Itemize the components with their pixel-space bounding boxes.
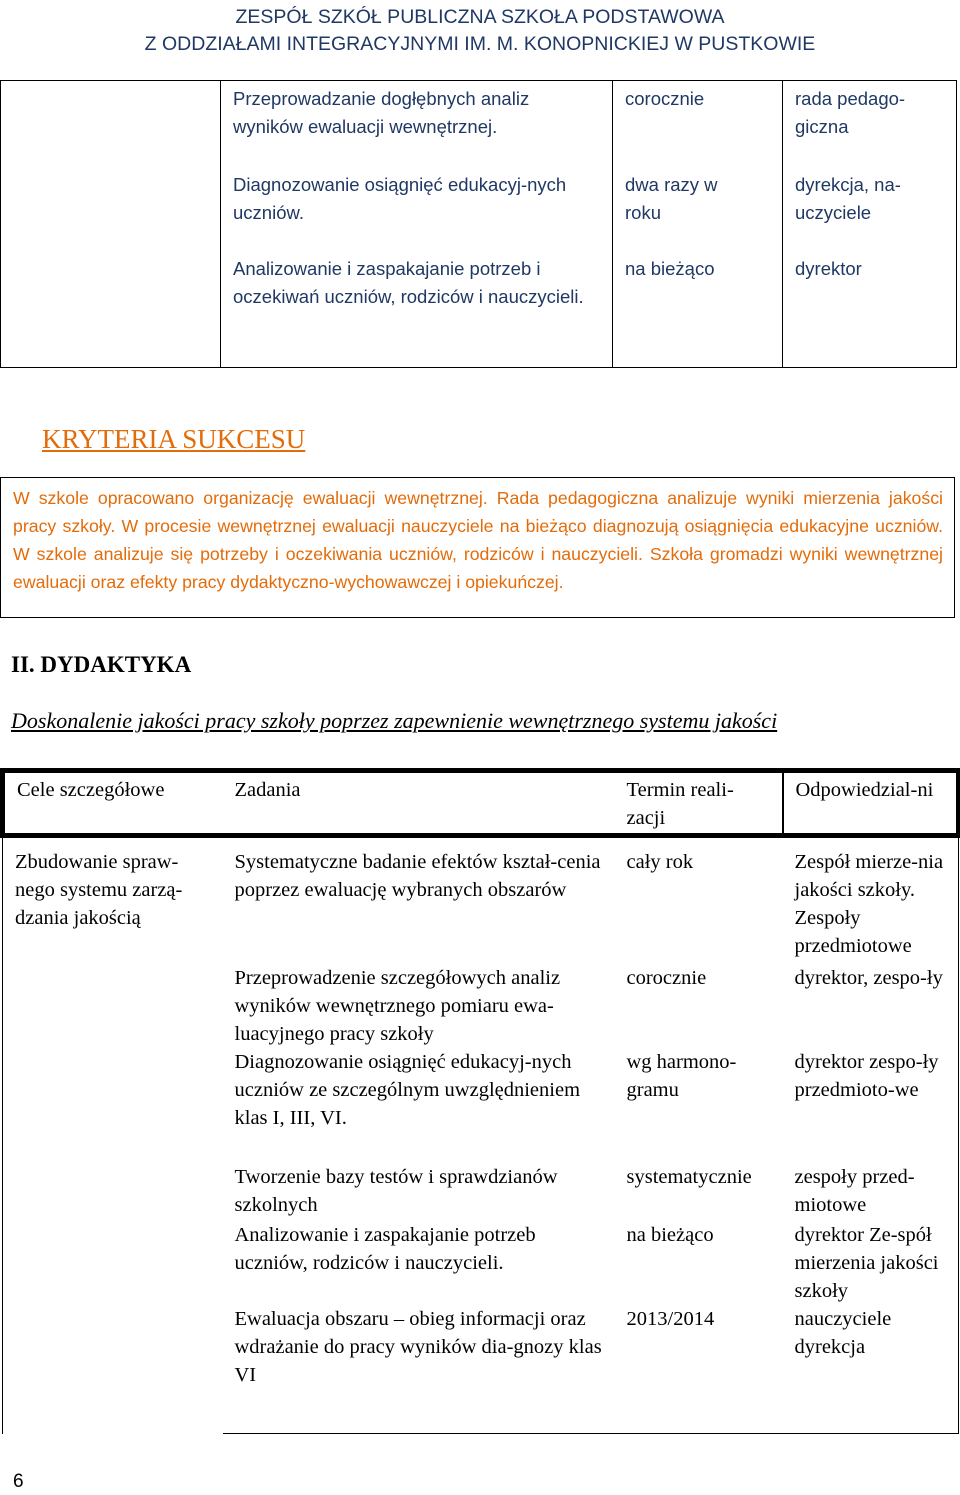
goal-cell: Zbudowanie spraw-nego systemu zarzą-dzania jakością — [3, 836, 223, 1434]
table-header-row — [3, 771, 959, 836]
task-cell: Systematyczne badanie efektów kształ-cenia poprzez ewaluację wybranych obszarów — [234, 851, 601, 901]
task-cell: Tworzenie bazy testów i sprawdzianów szkolnych — [234, 1166, 558, 1216]
task-cell: Przeprowadzenie szczegółowych analiz wyników wewnętrznego pomiaru ewa-luacyjnego pracy szkoły — [234, 967, 561, 1045]
term-cell: na bieżąco — [626, 1224, 714, 1246]
responsible-cell: Zespół mierze-nia jakości szkoły. Zespoły przedmiotowe — [783, 836, 959, 961]
criteria-title: KRYTERIA SUKCESU — [42, 424, 306, 454]
responsible-cell: nauczyciele dyrekcja — [783, 1305, 959, 1434]
term-cell: na bieżąco — [613, 255, 783, 368]
page-number: 6 — [13, 1471, 24, 1492]
responsible-cell: dyrekcja, na-uczyciele — [783, 171, 957, 255]
header-term: Termin reali-zacji — [615, 771, 783, 836]
page-header — [0, 4, 960, 58]
task-cell: Analizowanie i zaspakajanie potrzeb uczniów, rodziców i nauczycieli. — [234, 1224, 536, 1274]
term-cell: cały rok — [626, 851, 694, 873]
responsible-cell: rada pedago-giczna — [783, 81, 957, 172]
responsible-cell: dyrektor zespo-ły przedmioto-we — [783, 1048, 959, 1163]
header-line-1: ZESPÓŁ SZKÓŁ PUBLICZNA SZKOŁA PODSTAWOWA — [235, 6, 725, 28]
table-row — [1, 81, 957, 172]
term-cell: systematycznie — [626, 1166, 752, 1188]
header-goals: Cele szczegółowe — [3, 771, 223, 836]
responsible-cell: dyrektor — [783, 255, 957, 368]
term-cell: corocznie — [626, 967, 707, 989]
header-tasks: Zadania — [223, 771, 615, 836]
chapter-title: II. DYDAKTYKA — [11, 652, 192, 677]
table-row — [1, 171, 957, 255]
chapter-subtitle: Doskonalenie jakości pracy szkoły poprzez zapewnienie wewnętrznego systemu jakości — [11, 708, 778, 733]
evaluation-table — [0, 80, 957, 368]
responsible-cell: zespoły przed-miotowe — [783, 1163, 959, 1221]
criteria-text: W szkole opracowano organizację ewaluacji wewnętrznej. Rada pedagogiczna analizuje wyniki mierzenia jakości pracy szkoły. W procesie wewnętrznej ewaluacji nauczyciele na bieżąco diagnozują osiągnięcia edukacyjne uczniów. W szkole analizuje się potrzeby i oczekiwania uczniów, rodziców i nauczycieli. Szkoła gromadzi wyniki wewnętrznej ewaluacji oraz efekty pracy dydaktyczno-wychowawczej i opiekuńczej. — [0, 477, 955, 618]
task-cell: Diagnozowanie osiągnięć edukacyj-nych uczniów. — [221, 171, 613, 255]
term-cell: dwa razy w roku — [613, 171, 783, 255]
responsible-cell: dyrektor, zespo-ły — [783, 960, 959, 1048]
task-cell: Ewaluacja obszaru – obieg informacji oraz wdrażanie do pracy wyników dia-gnozy klas VI — [223, 1305, 615, 1434]
table-row — [1, 255, 957, 368]
term-cell: 2013/2014 — [615, 1305, 783, 1434]
term-cell: corocznie — [613, 81, 783, 172]
task-cell: Przeprowadzanie dogłębnych analiz wyników ewaluacji wewnętrznej. — [221, 81, 613, 172]
task-cell: Analizowanie i zaspakajanie potrzeb i oczekiwań uczniów, rodziców i nauczycieli. — [221, 255, 613, 368]
table-row — [3, 836, 959, 961]
header-responsible: Odpowiedzial-ni — [783, 771, 959, 836]
didactics-table — [0, 768, 960, 1434]
header-line-2: Z ODDZIAŁAMI INTEGRACYJNYMI IM. M. KONOPNICKIEJ W PUSTKOWIE — [144, 33, 816, 55]
responsible-cell: dyrektor Ze-spół mierzenia jakości szkoły — [783, 1221, 959, 1305]
task-cell: Diagnozowanie osiągnięć edukacyj-nych uczniów ze szczególnym uwzględnieniem klas I, III, VI. — [234, 1051, 581, 1129]
term-cell: wg harmono-gramu — [626, 1051, 737, 1101]
